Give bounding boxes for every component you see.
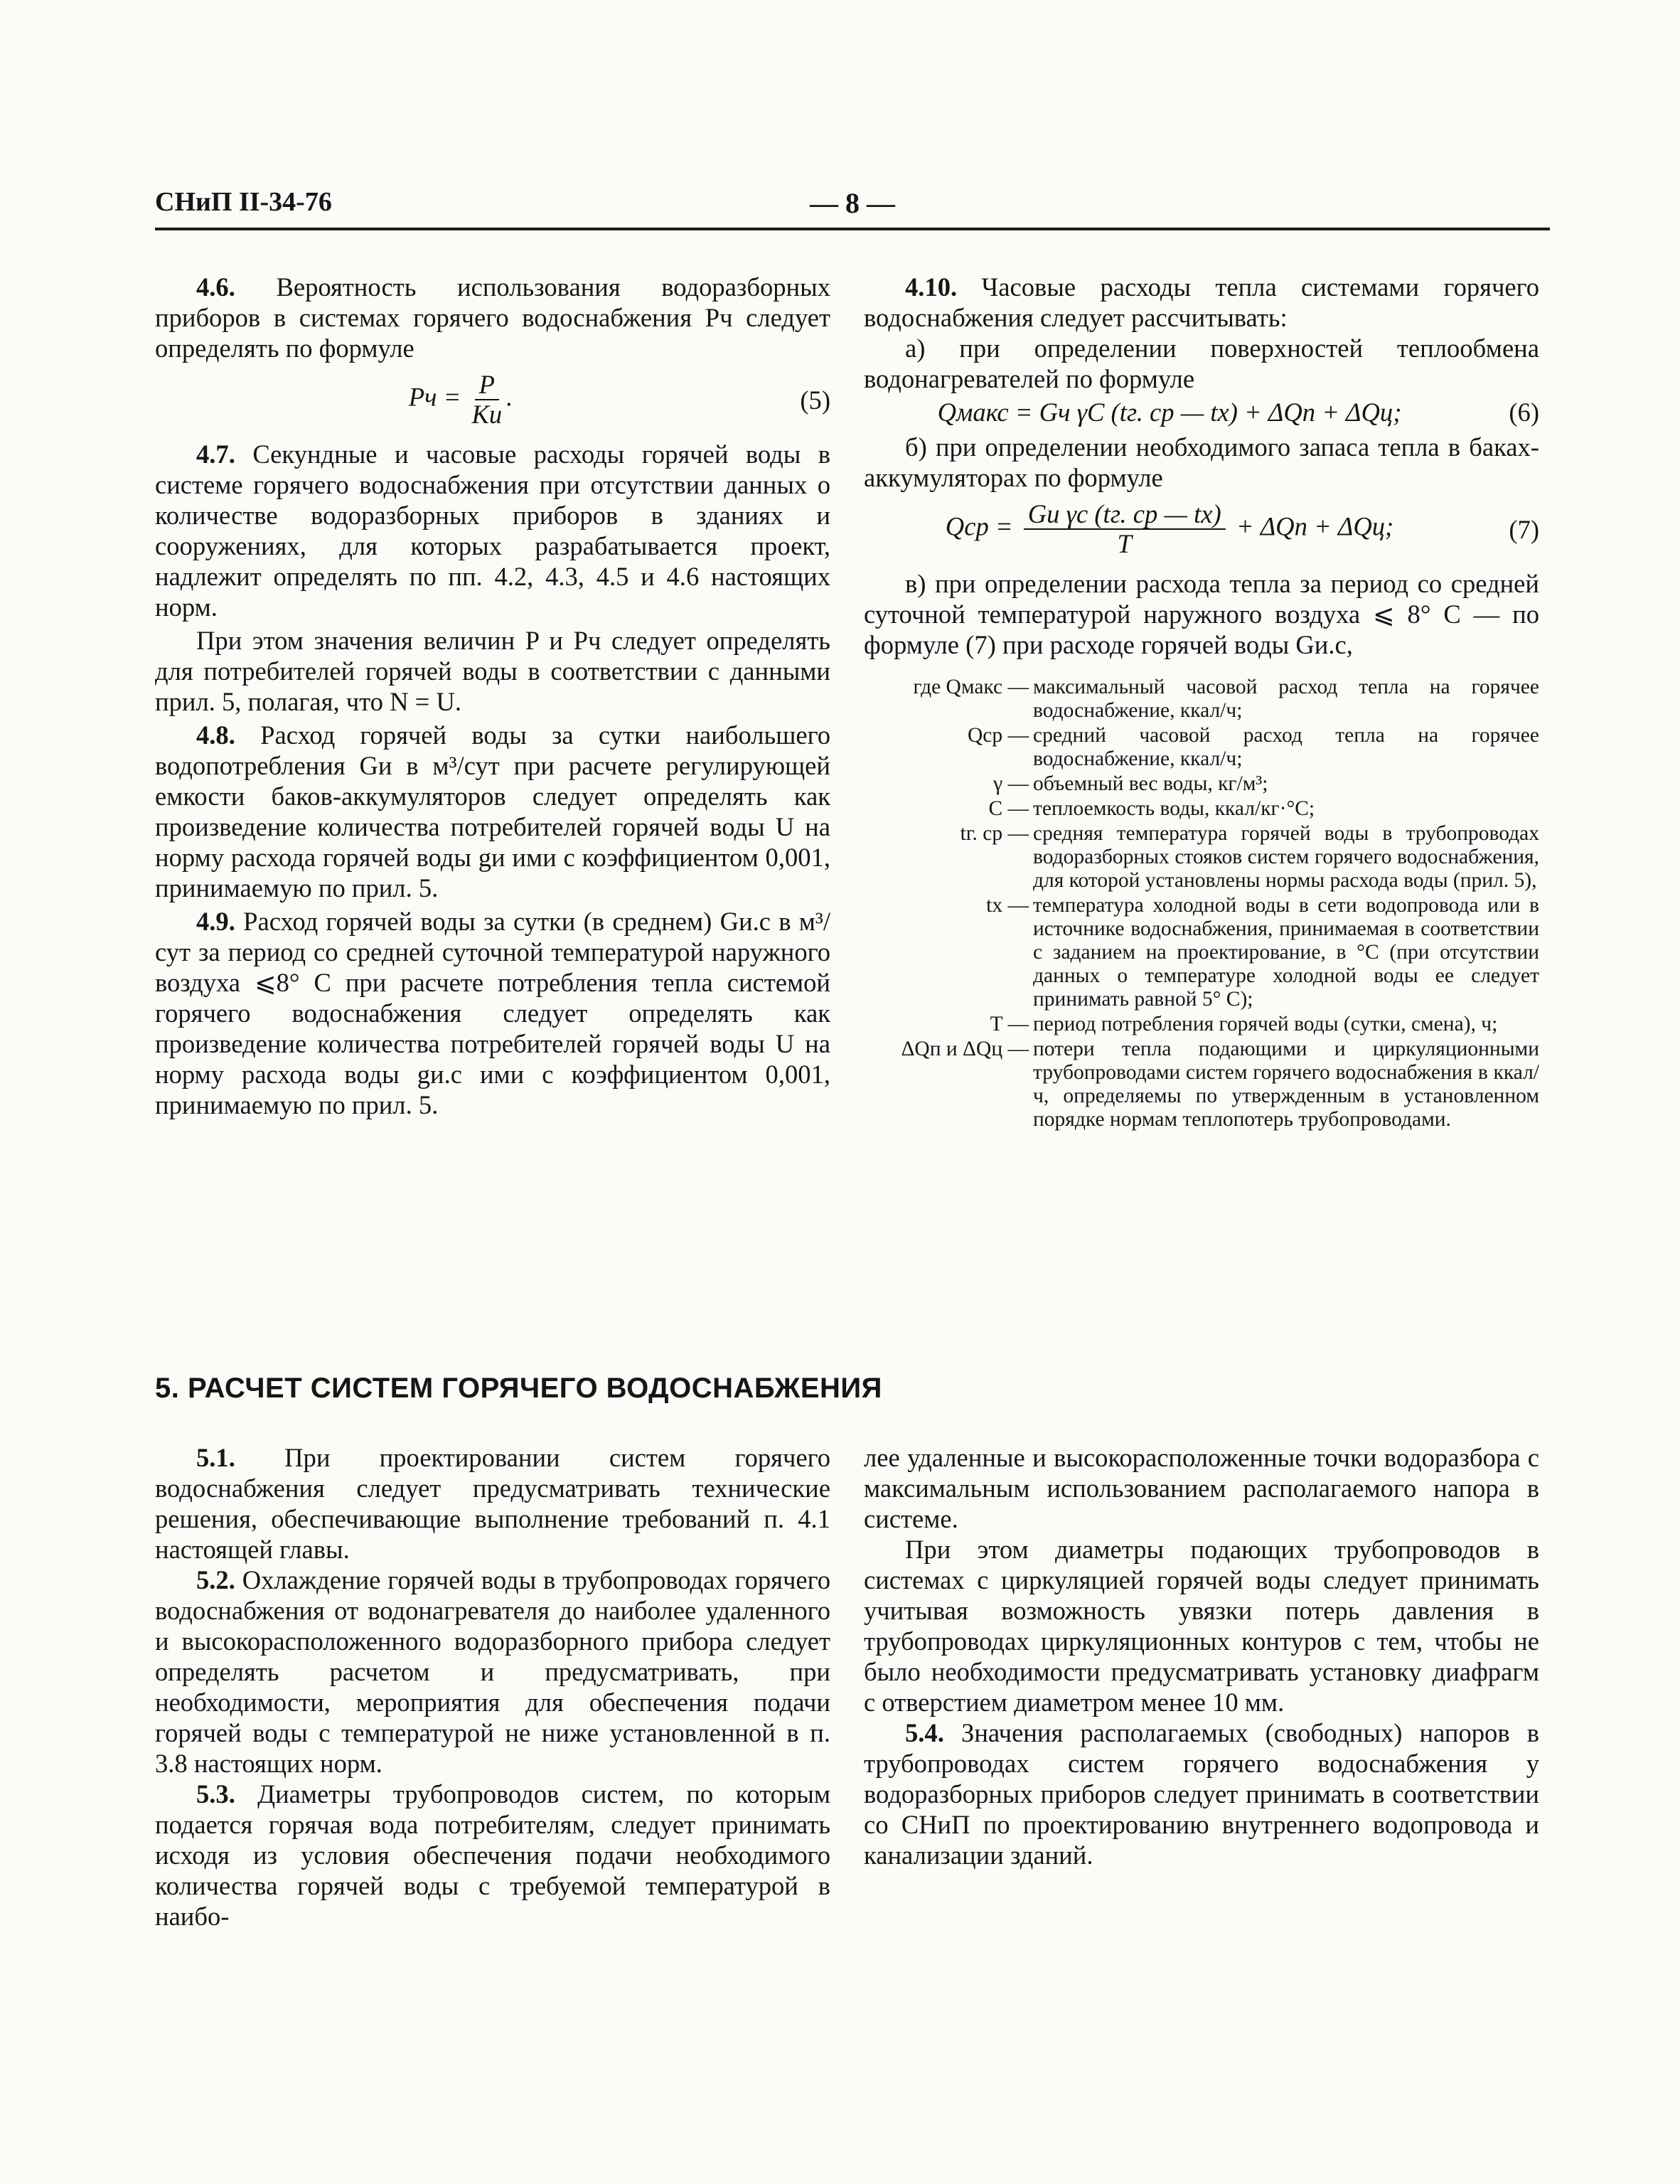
definition-text: период потребления горячей воды (сутки, смена), ч;: [1033, 1013, 1498, 1035]
equation-number: (5): [800, 385, 830, 415]
paragraph-4-6: 4.6. Вероятность использования водоразборных приборов в системах горячего водоснабжения Pч следует определять по формуле: [155, 272, 830, 363]
section-5-title: 5. РАСЧЕТ СИСТЕМ ГОРЯЧЕГО ВОДОСНАБЖЕНИЯ: [155, 1373, 882, 1404]
page-number: — 8 —: [810, 187, 895, 219]
definition-item: [864, 1013, 1539, 1036]
definition-symbol: Qср —: [967, 724, 1029, 747]
definition-symbol: где Qмакс —: [913, 676, 1029, 698]
paragraph-4-10: 4.10. Часовые расходы тепла системами горячего водоснабжения следует рассчитывать:: [864, 272, 1539, 332]
page-header: [155, 186, 1550, 229]
paragraph-5-1: 5.1. При проектировании систем горячего водоснабжения следует предусматривать технические решения, обеспечивающие выполнение требований п. 4.1 настоящей главы.: [155, 1443, 830, 1564]
top-left-column: [155, 272, 830, 1120]
equation-number: (6): [1509, 398, 1539, 427]
fraction: $\frac{P}{Kи}$: [471, 370, 503, 429]
formula-5: Pч = $\frac{P}{Kи}$ . (5): [408, 370, 830, 429]
paragraph-5-2: 5.2. Охлаждение горячей воды в трубопроводах горячего водоснабжения от водонагревателя до наиболее удаленного и высокорасположенного водоразборного прибора следует определять расчетом и предусматривать, при необходимости, мероприятия для обеспечения подачи горячей воды с температурой не ниже установленной в п. 3.8 настоящих норм.: [155, 1565, 830, 1778]
paragraph-4-10-a: а) при определении поверхностей теплообмена водонагревателей по формуле: [864, 334, 1539, 393]
paragraph-4-10-b: б) при определении необходимого запаса тепла в баках-аккумуляторах по формуле: [864, 432, 1539, 492]
formula-6: Qмакс = Gч γC (tг. ср — tx) + ΔQп + ΔQц; (6): [937, 398, 1539, 427]
paragraph-4-7: 4.7. Секундные и часовые расходы горячей воды в системе горячего водоснабжения при отсутствии данных о количестве водоразборных приборов в зданиях и сооружениях, для которых разрабатывается проект, надлежит определять по пп. 4.2, 4.3, 4.5 и 4.6 настоящих норм.: [155, 440, 830, 622]
paragraph-5-3-b: При этом диаметры подающих трубопроводов в системах с циркуляцией горячей воды следует принимать учитывая возможность увязки потерь давления в трубопроводах циркуляционных контуров с тем, чтобы не было необходимости предусматривать установку диафрагм с отверстием диаметром менее 10 мм.: [864, 1535, 1539, 1717]
bottom-left-column: [155, 1442, 830, 1932]
definition-text: температура холодной воды в сети водопровода или в источнике водоснабжения, принимаемая в соответствии с заданием на проектирование, в °С (при отсутствии данных о температуре холодной воды ее следует принимать равной 5° С);: [1033, 894, 1539, 1011]
definition-item: [864, 894, 1539, 1011]
definition-symbol: T —: [990, 1013, 1029, 1035]
paragraph-4-9: 4.9. Расход горячей воды за сутки (в среднем) Gи.с в м³/сут за период со средней суточной температурой наружного воздуха ⩽8° С при расчете потребления тепла системой горячего водоснабжения следует определять как произведение количества потребителей горячей воды U на норму расхода воды gи.с ими с коэффициентом 0,001, принимаемую по прил. 5.: [155, 907, 830, 1119]
definition-text: теплоемкость воды, ккал/кг·°С;: [1033, 797, 1315, 820]
paragraph-5-3-continued: лее удаленные и высокорасположенные точки водоразбора с максимальным использованием располагаемого напора в системе.: [864, 1443, 1539, 1533]
definition-text: средний часовой расход тепла на горячее водоснабжение, ккал/ч;: [1033, 724, 1539, 770]
definition-text: максимальный часовой расход тепла на горячее водоснабжение, ккал/ч;: [1033, 676, 1539, 722]
definition-item: [864, 797, 1539, 821]
paragraph-5-4: 5.4. Значения располагаемых (свободных) напоров в трубопроводах систем горячего водоснабжения у водоразборных приборов следует принимать в соответствии со СНиП по проектированию внутреннего водопровода и канализации зданий.: [864, 1718, 1539, 1870]
definition-item: [864, 724, 1539, 771]
top-right-column: [864, 272, 1539, 1133]
definition-text: средняя температура горячей воды в трубопроводах водоразборных стояков систем горячего водоснабжения, для которой установлены нормы расхода воды (прил. 5),: [1033, 822, 1539, 892]
definition-item: [864, 772, 1539, 796]
paragraph-4-10-v: в) при определении расхода тепла за период со средней суточной температурой наружного воздуха ⩽ 8° С — по формуле (7) при расходе горячей воды Gи.с,: [864, 569, 1539, 659]
paragraph-4-7-continued: При этом значения величин P и Pч следует определять для потребителей горячей воды в соответствии с данными прил. 5, полагая, что N = U.: [155, 626, 830, 716]
paragraph-5-3: 5.3. Диаметры трубопроводов систем, по которым подается горячая вода потребителям, следует принимать исходя из условия обеспечения подачи необходимого количества горячей воды с требуемой температурой в наибо-: [155, 1779, 830, 1931]
fraction: $\frac{\text{Gи γс (tг. ср — tx)}}{T}$: [1024, 500, 1226, 558]
paragraph-4-8: 4.8. Расход горячей воды за сутки наибольшего водопотребления Gи в м³/сут при расчете регулирующей емкости баков-аккумуляторов следует определять как произведение количества потребителей горячей воды U на норму расхода горячей воды gи ими с коэффициентом 0,001, принимаемую по прил. 5.: [155, 720, 831, 902]
equation-number: (7): [1509, 514, 1539, 544]
definition-symbol: γ —: [993, 772, 1029, 795]
definition-item: [864, 676, 1539, 723]
formula-7: Qср = $\frac{\text{Gи γс (tг. ср — tx)}}{T}$ + ΔQп + ΔQц; (7): [945, 499, 1539, 558]
definition-symbol: tx —: [986, 894, 1029, 917]
definition-item: [864, 1038, 1539, 1131]
definition-text: объемный вес воды, кг/м³;: [1033, 772, 1268, 795]
definition-symbol: ΔQп и ΔQц —: [901, 1038, 1029, 1060]
definition-symbol: C —: [988, 797, 1029, 820]
document-code: СНиП II-34-76: [155, 187, 332, 217]
definitions-list: [864, 676, 1539, 1131]
header-rule: [155, 228, 1550, 230]
bottom-right-column: [864, 1442, 1539, 1870]
definition-symbol: tг. ср —: [960, 822, 1029, 845]
definition-item: [864, 822, 1539, 893]
definition-text: потери тепла подающими и циркуляционными трубопроводами систем горячего водоснабжения в ккал/ч, определяемы по утвержденным в установленном порядке нормам теплопотерь трубопроводами.: [1033, 1038, 1539, 1131]
